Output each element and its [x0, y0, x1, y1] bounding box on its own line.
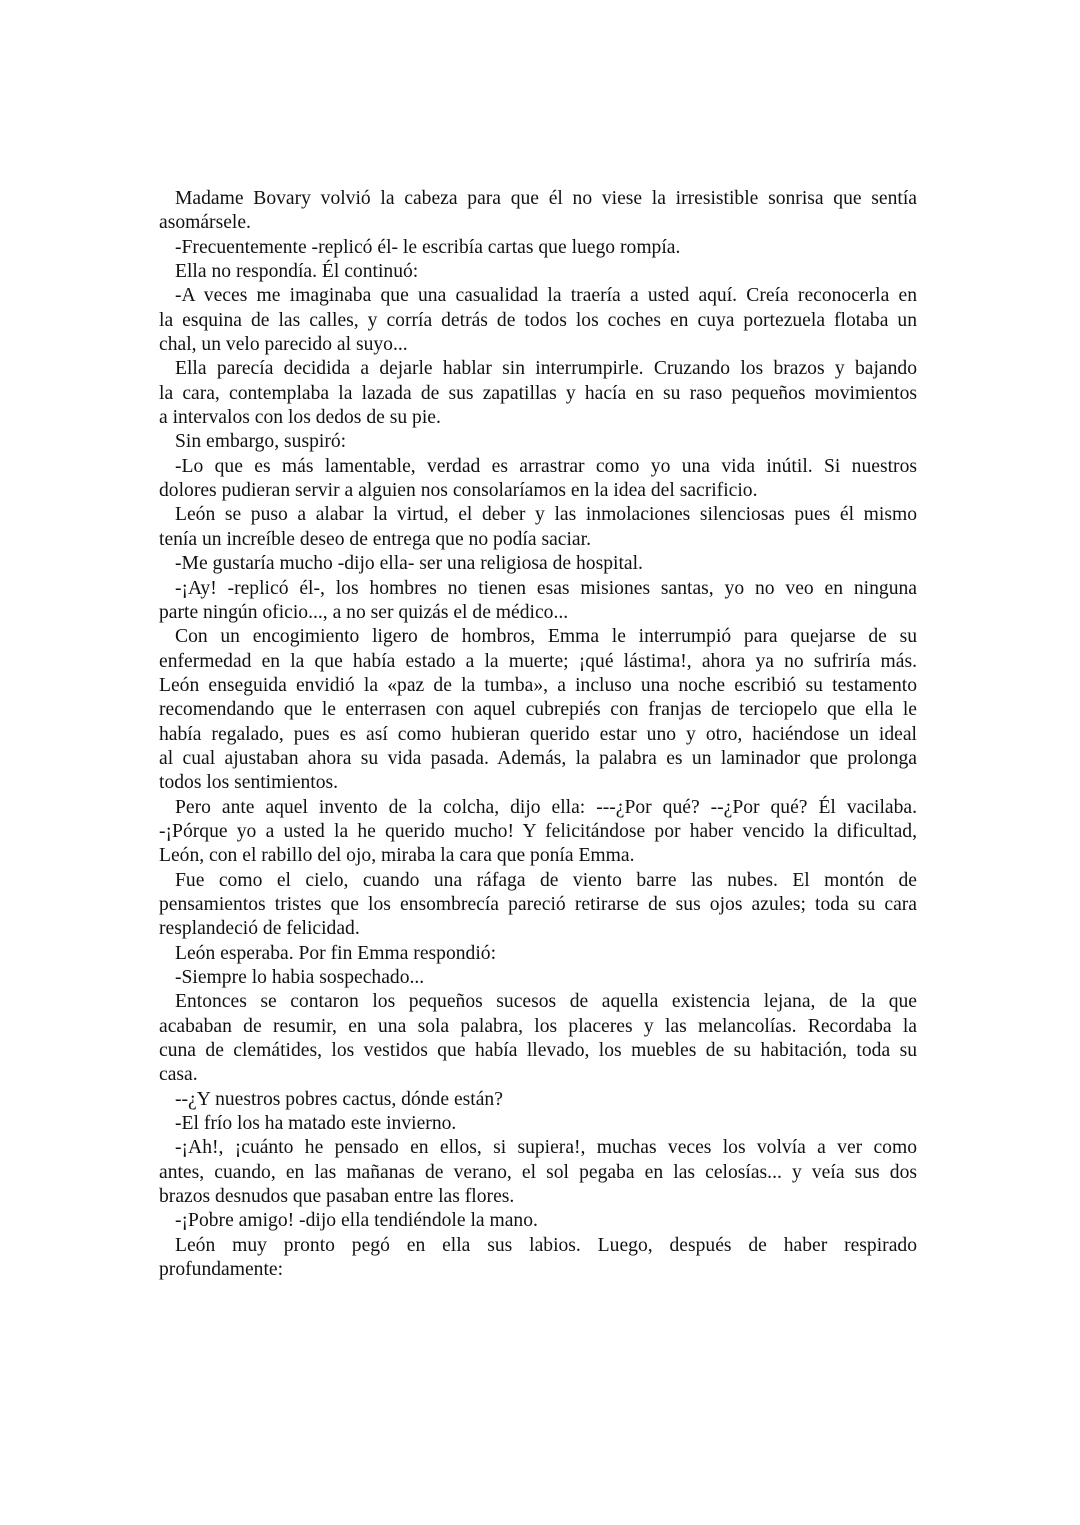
text-line: Ella parecía decidida a dejarle hablar sin interrumpirle. Cruzando los brazos y bajando: [175, 358, 917, 380]
text-line: -Siempre lo habia sospechado...: [175, 967, 425, 988]
text-line: resplandeció de felicidad.: [159, 918, 360, 940]
text-line: acababan de resumir, en una sola palabra, los placeres y las melancolías. Recordaba la: [159, 1015, 917, 1037]
text-line: a intervalos con los dedos de su pie.: [159, 407, 441, 429]
text-line: Pero ante aquel invento de la colcha, dijo ella: ---¿Por qué? --¿Por qué? Él vacilaba.: [175, 796, 917, 818]
text-line: profundamente:: [159, 1259, 284, 1281]
text-line: al cual ajustaban ahora su vida pasada. Además, la palabra es un laminador que prolonga: [159, 747, 917, 769]
text-line: brazos desnudos que pasaban entre las flores.: [159, 1186, 515, 1208]
text-line: antes, cuando, en las mañanas de verano, el sol pegaba en las celosías... y veía sus dos: [159, 1161, 917, 1183]
text-line: casa.: [159, 1064, 198, 1086]
text-line: la cara, contemplaba la lazada de sus zapatillas y hacía en su raso pequeños movimientos: [159, 382, 917, 404]
text-line: -Me gustaría mucho -dijo ella- ser una religiosa de hospital.: [175, 553, 643, 575]
text-line: cuna de clemátides, los vestidos que había llevado, los muebles de su habitación, toda su: [159, 1040, 917, 1062]
text-line: Sin embargo, suspiró:: [175, 431, 347, 453]
text-line: -A veces me imaginaba que una casualidad la traería a usted aquí. Creía reconocerla en: [175, 285, 917, 307]
text-line: -¡Pobre amigo! -dijo ella tendiéndole la mano.: [175, 1210, 538, 1232]
text-line: parte ningún oficio..., a no ser quizás el de médico...: [159, 601, 569, 623]
text-line: -Lo que es más lamentable, verdad es arrastrar como yo una vida inútil. Si nuestros: [175, 455, 917, 477]
text-line: enfermedad en la que había estado a la muerte; ¡qué lástima!, ahora ya no sufriría más.: [159, 650, 917, 672]
text-line: asomársele.: [159, 212, 251, 234]
text-line: Entonces se contaron los pequeños sucesos de aquella existencia lejana, de la que: [175, 991, 917, 1013]
body-text: [159, 187, 917, 1282]
text-line: -El frío los ha matado este invierno.: [175, 1113, 457, 1135]
text-line: --¿Y nuestros pobres cactus, dónde están?: [175, 1088, 503, 1110]
text-line: tenía un increíble deseo de entrega que no podía saciar.: [159, 528, 591, 550]
text-line: la esquina de las calles, y corría detrás de todos los coches en cuya portezuela flotaba un: [159, 309, 917, 331]
text-line: Fue como el cielo, cuando una ráfaga de viento barre las nubes. El montón de: [175, 869, 917, 891]
text-line: -¡Ay! -replicó él-, los hombres no tienen esas misiones santas, yo no veo en ninguna: [175, 577, 917, 599]
text-line: León se puso a alabar la virtud, el deber y las inmolaciones silenciosas pues él mismo: [175, 504, 917, 526]
text-line: -Frecuentemente -replicó él- le escribía cartas que luego rompía.: [175, 236, 681, 258]
text-line: todos los sentimientos.: [159, 772, 339, 794]
text-line: León muy pronto pegó en ella sus labios. Luego, después de haber respirado: [175, 1234, 917, 1256]
text-line: -¡Pórque yo a usted la he querido mucho! Y felicitándose por haber vencido la dificultad,: [159, 820, 917, 842]
text-line: León esperaba. Por fin Emma respondió:: [175, 942, 497, 964]
text-line: Ella no respondía. Él continuó:: [175, 261, 419, 283]
text-line: dolores pudieran servir a alguien nos consolaríamos en la idea del sacrificio.: [159, 480, 758, 502]
text-line: León enseguida envidió la «paz de la tumba», a incluso una noche escribió su testamento: [159, 674, 917, 696]
text-line: Madame Bovary volvió la cabeza para que él no viese la irresistible sonrisa que sentía: [175, 188, 917, 209]
text-line: chal, un velo parecido al suyo...: [159, 334, 408, 356]
text-line: recomendando que le enterrasen con aquel cubrepiés con franjas de terciopelo que ella le: [159, 699, 917, 721]
text-line: León, con el rabillo del ojo, miraba la cara que ponía Emma.: [159, 845, 635, 867]
text-line: había regalado, pues es así como hubieran querido estar uno y otro, haciéndose un ideal: [159, 723, 917, 745]
text-line: -¡Ah!, ¡cuánto he pensado en ellos, si supiera!, muchas veces los volvía a ver como: [175, 1137, 917, 1159]
text-line: Con un encogimiento ligero de hombros, Emma le interrumpió para quejarse de su: [175, 626, 917, 648]
text-line: pensamientos tristes que los ensombrecía pareció retirarse de sus ojos azules; toda su cara: [159, 893, 917, 915]
